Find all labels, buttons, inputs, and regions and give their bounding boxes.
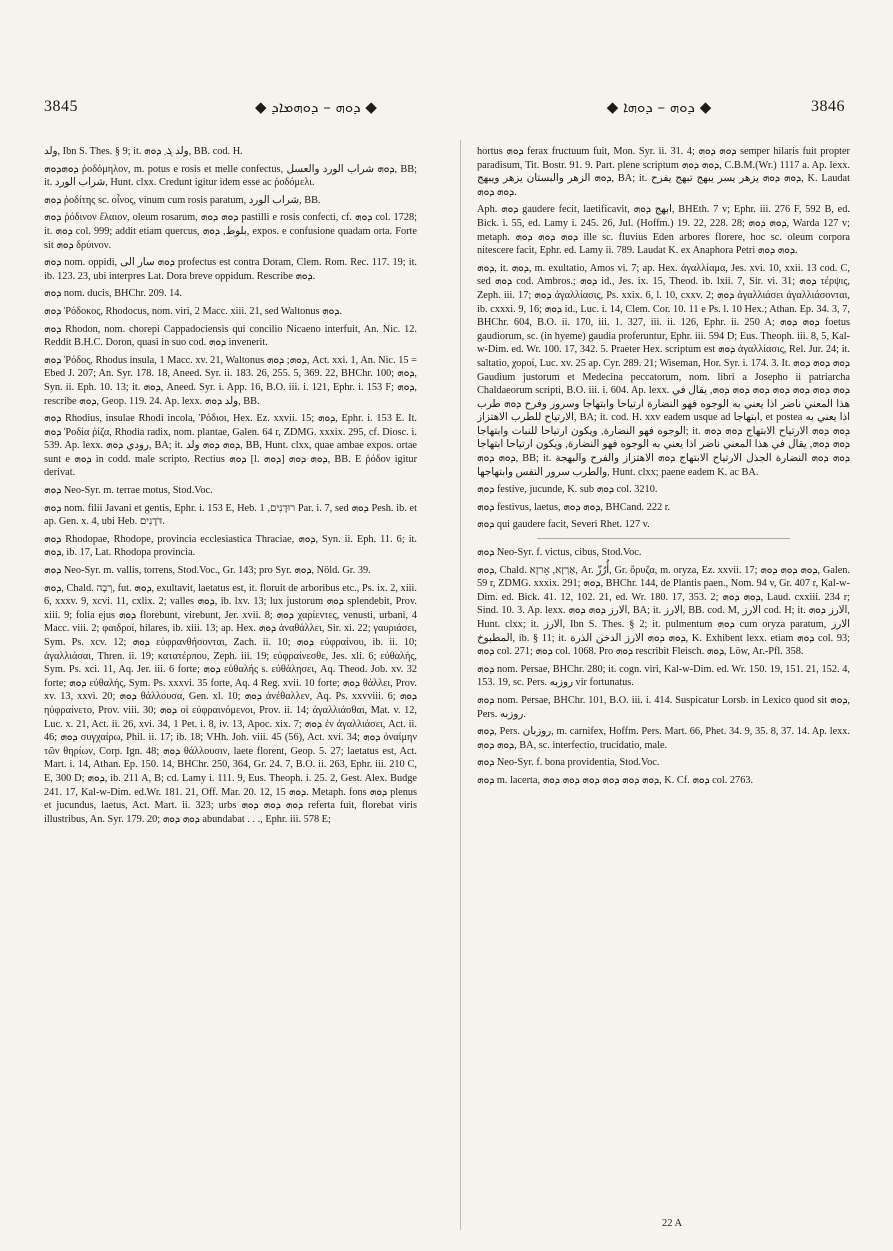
dictionary-entry: ܕܘܗ Ῥόδοκος, Rhodocus, nom. viri, 2 Macc. xiii. 21, sed Waltonus ܕܘܗ. — [44, 305, 342, 317]
dictionary-entry: ܕܘܗ, Chald. אַרְזָא, אָרזָא, Ar. أُرُزّ, Gr. ὄρυζα, m. oryza, Ez. xxvii. 17; ܕܘܗ ܕܘܗ ܕܘܗ, Galen. 59 r, ZDMG. xxxix. 291; ܕܘܗ, BHChr. 144, de Plantis paen., Nom. 94 v, Gr. 407 r, Kal-w-Dim. ed. Bick. 41. 12, 102. 21, ed. Wr. 180. 17, 353. 2; ܕܘܗ ܕܘܗ, Laud. cxxiii. 234 r; Sind. 10. 3. Ap. lexx. الارز ܕܘܗ ܕܘܗ, BA; it. الارز, BB. cod. M, الارز cod. H; it. الارز ܕܘܗ, Hunt. clxx; it. الارز, Ibn S. Thes. § 2; it. pulmentum ܕܘܗ cum oryza paratum, الارز المطبوخ, ib. § 11; it. ܕܘܗ ܕܘܗ الارز الدخن الذرة, K. Exhibent lexx. etiam ܕܘܗ col. 93; ܕܘܗ col. 271; ܕܘܗ col. 1068. Pro ܕܘܗ rescribit Fleisch. ܕܘܗ, Löw, Ar.-Pfl. 358. — [477, 564, 850, 658]
dictionary-entry: ܕܘܗ qui gaudere facit, Severi Rhet. 127 v. — [477, 519, 650, 531]
dictionary-entry: ܕܘܗ Ῥόδος, Rhodus insula, 1 Macc. xv. 21, Waltonus ܕܘܗ; ܕܘܗ, Act. xxi. 1, An. Nic. 15 = Ebed J. 207; An. Syr. 178. 18, Aneed. Syr. ii. 183. 26, 255. 5, 369. 22, BHChr. 100; ܕܘܗ, Syn. ii. Eph. 10. 13; it. ܕܘܗ, Aneed. Syr. i. App. 16, B.O. iii. i. 121, Ephr. i. 153 F; ܕܘܗ, rescribe ܕܘܗ, Geop. 119. 24. Ap. lexx. ولد ܕܘܗ, BB. — [44, 354, 417, 407]
dictionary-entry: ܕܘܗ Neo-Syr. f. victus, cibus, Stod.Voc. — [477, 547, 642, 559]
signature-mark: 22 A — [662, 1218, 683, 1229]
dictionary-entry: ܕܘܗ, Pers. روزبان, m. carnifex, Hoffm. Pers. Mart. 66, Phet. 34. 9, 35. 8, 37. 14. Ap. lexx. ܕܘܗ ܕܘܗ, BA, sc. interfectio, trucidatio, male. — [477, 726, 850, 751]
dictionary-entry: Aph. ܕܘܗ gaudere fecit, laetificavit, ابهج ܕܘܗ, BHEth. 7 v; Ephr. iii. 276 F, 592 B, ed. Bick. i. 55, ed. Lamy i. 245. 26, Jul. (Hoffm.) 19. 22, 228. 28; ܕܘܗ ܕܘܗ, Warda 127 v; metaph. ܕܘܗ ܕܘܗ ܕܘܗ ille sc. fluvius Eden arbores florere, hoc sc. oleum corpora nitescere facit, Ephr. ed. Lamy ii. 789. Laudat K. ex Anaphora Petri ܕܘܗ ܕܘܗ. — [477, 204, 850, 257]
dictionary-entry: ܕܘܗ Rhodius, insulae Rhodi incola, Ῥόδιοι, Hex. Ez. xxvii. 15; ܕܘܗ, Ephr. i. 153 E. It. ܕܘܗ Ῥοδία ῥίζα, Rhodia radix, nom. plantae, Galen. 64 r, ZDMG. xxxix. 295, cf. Diosc. i. 539. Ap. lexx. رودي ܕܘܗ, BA; it. ܕܘܗ ܕܘܗ ولد, BB, Hunt. clxx, quae ambae expos. ortae sunt e ܕܘܗ in codd. male scripto. Rectius ܕܘܗ [l. ܕܘܗ] ܕܘܗ ܕܘܗ, BB. E ῥόδον igitur derivat. — [44, 413, 417, 479]
dictionary-entry: ܕܘܗ Neo-Syr. m. terrae motus, Stod.Voc. — [44, 485, 213, 497]
left-column — [44, 145, 417, 1220]
dictionary-entry: ܕܘܗ Rhodon, nom. chorepi Cappadociensis qui concilio Nicaeno interfuit, An. Nic. 12. Reddit B.H.C. Doron, quasi in suo cod. ܕܘܗ invenerit. — [44, 323, 417, 349]
dictionary-entry: ولد, Ibn S. Thes. § 9; it. ولد ܓ܂ ܕܘܗ, BB. cod. H. — [44, 146, 243, 157]
right-running-head: ◆ ܕܘܗ – ܕܘܗܐ ◆ — [606, 98, 712, 116]
dictionary-entry: ܕܘܗ, it. ܕܘܗ, m. exultatio, Amos vi. 7; ap. Hex. ἀγαλλίαμα, Jes. xvi. 10, xxii. 13 cod. C, sed ܕܘܗ cod. Ambros.; ܕܘܗ id., Jes. ix. 15, Theod. ib. lxii. 7, Sir. vi. 31; ܕܘܗ τέρψις, Zeph. iii. 17; ܕܘܗ ἀγαλλίασις, Ps. xxix. 6, l. 10, cxxv. 2; ܕܘܗ ἀγαλλιάσει ἀγαλλιάσονται, ib. cxxxi. 9, 16; ܕܘܗ id., Luc. i. 14, Clem. Cor. 10. 11 e Ps. l. 10 Hex.; Athan. Ep. 34. 3, 7, BHChr. 604, B.O. ii. 170, iii. 1. 327, iii. ii. 126, Ephr. ii. 250 A; ܕܘܗ ܕܘܗ foetus gaudiorum, sc. (in hyeme) gaudia proferuntur, Ephr. iii. 594 D; Eus. Theoph. iii. 8, 5, Kal-w-Dim. ed. Wr. 100. 17, 342. 5. Praeter Hex. scriptum est ܕܘܗ ἀγαλλίασις, Rel. Jur. 24; it. saltatio, χοροί, Luc. xv. 25 ap. Cyr. 289. 21; Wiseman, Hor. Syr. i. 174. 3. It. ܕܘܗ ܕܘܗ ܕܘܗ Gaudium justorum et Medecina peccatorum, nom. libri a Josepho ii patriarcha Chaldaeorum scripti, B.O. iii. i. 604. Ap. lexx. ܕܘܗ ܕܘܗ ܕܘܗ ܕܘܗ ܕܘܗ ܕܘܗ ܕܘܗ, يقال في هذا المعني ناضر اذا يعني به الوجوه فهو النضارة ارتياحا وابتهاجا وسرور وفرح ܕܘܗ طرب الارتياح للطرب الاهتزاز, BA; it. cod. H. xxv eadem usque ad ابتهاجا, et postea اذا يعني به الوجوه فهو النضارة, ويكون ارتياحا للنبات وابتهاجا; it. ܕܘܗ ܕܘܗ الارتياح الابتهاج ܕܘܗ ܕܘܗ ܕܘܗ ܕܘܗ, يقال في هذا المعني ناضر اذا يعني به الوجوه فهو النضارة, ويكون ارتياحا ابتهاجا ܕܘܗ ܕܘܗ, BB; it. ܕܘܗ ܕܘܗ النضارة الجذل الارتياح الابتهاج ܕܘܗ الاهتزاز والفرح والبهجة والطرب سرور النفس وابتهاجها, Hunt. clxx; paene eadem K. ac BA. — [477, 262, 850, 478]
left-page-number: 3845 — [44, 98, 78, 115]
dictionary-entry: ܕܘܗ Rhodopae, Rhodope, provincia ecclesiastica Thraciae, ܕܘܗ, Syn. ii. Eph. 11. 6; it. ܕܘܗ, ib. 17, Lat. Rhodopa provincia. — [44, 533, 417, 559]
dictionary-entry: hortus ܕܘܗ ferax fructuum fuit, Mon. Syr. ii. 31. 4; ܕܘܗ ܕܘܗ semper hilaris fuit propter paradisum, Tit. Bostr. 91. 9. Part. plene scriptum ܕܘܗ ܕܘܗ, C.B.M.(Wr.) 1117 a. Ap. lexx. ܕܘܗ الزهر والبستان يزهر ويبهج, BA; it. ܕܘܗ ܕܘܗ يزهر يسر يبهج تبهج يفرح, K. Laudat ܕܘܗ ܕܘܗ. — [477, 146, 850, 198]
dictionary-entry: ܕܘܗ nom. oppidi, ܕܘܗ سار الى profectus est contra Doram, Clem. Rom. Rec. 117. 19; it. ib. 123. 23, ubi interpres Lat. Dora breve oppidum. Rescribe ܕܘܗ. — [44, 257, 417, 282]
dictionary-entry: ܕܘܗ m. lacerta, ܕܘܗ ܕܘܗ ܕܘܗ ܕܘܗ ܕܘܗ ܕܘܗ, K. Cf. ܕܘܗ col. 2763. — [477, 774, 754, 786]
dictionary-entry: ܕܘܗ nom. ducis, BHChr. 209. 14. — [44, 288, 182, 300]
right-page-number: 3846 — [811, 98, 845, 115]
dictionary-entry: ܕܘܗ, Chald. רְבָה, fut. ܕܘܗ, exultavit, laetatus est, it. floruit de arboribus etc., Ps. ix. 2, xiii. 6, xxxv. 9, xcvi. 11, cxlix. 2; valles ܕܘܗ, ib. lxv. 13; lux justorum ܕܘܗ splendebit, Prov. xiii. 9; folia ejus ܕܘܗ florebunt, virebunt, Jer. xvii. 8; ܕܘܗ χαρίεντες, venusti, urbani, 4 Macc. viii. 2; φαιδροί, hilares, ib. xiii. 13; ap. Hex. ܕܘܗ ἀναθάλλει, Sir. xi. 22; γαυριάσει, Sym. Ps. xcv. 12; ܕܘܗ εὐφρανθήσονται, Zach. ii. 10; ܕܘܗ εὐφραίνου, ib. ii. 10; ἀγαλλιάσαι, Thren. ii. 19; κατατέρπου, Zeph. iii. 19; εὐφραίνεσθε, Jes. xli. 6; εὐθαλής, Sym. Ps. xci. 11, Aq. Jer. iii. 6 forte; ܕܘܗ εὐθαλής s. εὐθάλησει, Aq. Theod. Job. xv. 32 forte; ܕܘܗ εὐθαλής, Sym. Ps. xxxvi. 35 forte, Aq. 4 Reg. xvii. 10 forte; ܕܘܗ θάλλει, Prov. xv. 13, xxvi. 20; ܕܘܗ θάλλουσα, Gen. xl. 10; ܕܘܗ ἀνέθαλλεν, Aq. Ps. xxvviii. 6; ܕܘܗ ηὐφραίνετο, Prov. viii. 30; ܕܘܗ οἱ εὐφραινόμενοι, Prov. ii. 14; ἀγαλλιάσθαι, Mat. v. 12, Luc. x. 21, Act. ii. 26, xvi. 34, 1 Pet. i. 8, iv. 13, Apoc. xix. 7; ܕܘܗ ἐν ἀγαλλιάσει, Act. ii. 46; ܕܘܗ συγχαίρω, Phil. ii. 17; ib. 18; VHh. Joh. viii. 45 (56), Act. xvi. 34; ܕܘܗ ὀναίμην τῶν θηρίων, Corp. Ign. 48; ܕܘܗ θάλλουσιν, laete florent, Geop. 5. 27; laetatus est, Act. Mart. i. 14, Athan. Ep. 150. 14, BHChr. 250, 364, Gr. 24. 7, B.O. ii. 263, Ephr. iii. 210 C, E, 300 D; ܕܘܗ, ib. 211 A, B; cd. Lamy i. 111. 9, Eus. Theoph. i. 25. 2, Gest. Alex. Budge 241. 17, Kal-w-Dim. ed.Wr. 181. 21, Off. Mar. 20. 12, ܕܘܗ 15. Metaph. fons ܕܘܗ plenus et jucundus, laetus, Act. Mart. ii. 323; urbs ܕܘܗ ܕܘܗ ܕܘܗ referta fuit, florebat viris illustribus, An. Syr. 179. 20; ܕܘܗ ܕܘܗ abundabat . . ., Ephr. iii. 578 E; — [44, 582, 417, 825]
dictionary-entry: ܕܘܗ Neo-Syr. f. bona providentia, Stod.Voc. — [477, 757, 660, 769]
dictionary-entry: ܕܘܗ nom. filii Javani et gentis, Ephr. i. 153 E, Heb. רוּדָנִים, 1 Par. i. 7, sed ܕܘܗ Pesh. ib. et ap. Gen. x. 4, ubi Heb. דֹּדָנִים. — [44, 502, 417, 528]
page-header — [44, 98, 845, 122]
column-divider — [460, 140, 461, 1230]
entry-separator-rule — [537, 538, 790, 539]
right-column — [477, 145, 850, 1220]
dictionary-entry: ܕܘܗ Neo-Syr. m. vallis, torrens, Stod.Voc., Gr. 143; pro Syr. ܕܘܗ, Nöld. Gr. 39. — [44, 565, 371, 577]
dictionary-entry: ܕܘܗܕܘܗ ῥοδόμηλον, m. potus e rosis et melle confectus, ܕܘܗ شراب الورد والعسل, BB; it. شراب الورد, Hunt. clxx. Credunt igitur idem esse ac ῥοδόμελι. — [44, 163, 417, 189]
dictionary-entry: ܕܘܗ ῥόδινον ἔλαιον, oleum rosarum, ܕܘܗ ܕܘܗ pastilli e rosis confecti, cf. ܕܘܗ col. 1728; it. ܕܘܗ col. 999; addit etiam quercus, بلوط, ܕܘܗ, expos. e confusione quadam orta. Forte sit ܕܘܗ δρύινον. — [44, 212, 417, 251]
dictionary-entry: ܕܘܗ nom. Persae, BHChr. 101, B.O. iii. i. 414. Suspicatur Lorsb. in Lexico quod sit ܕܘܗ, Pers. روزبه. — [477, 694, 850, 720]
dictionary-entry: ܕܘܗ nom. Persae, BHChr. 280; it. cogn. viri, Kal-w-Dim. ed. Wr. 150. 19, 151. 21, 152. 4, 153. 19, sc. Pers. روزبه vir fortunatus. — [477, 663, 850, 689]
dictionary-entry: ܕܘܗ festivus, laetus, ܕܘܗ ܕܘܗ, BHCand. 222 r. — [477, 501, 671, 513]
dictionary-entry: ܕܘܗ festive, jucunde, K. sub ܕܘܗ col. 3210. — [477, 484, 658, 496]
dictionary-entry: ܕܘܗ ῥοδίτης sc. οἶνος, vinum cum rosis paratum, شراب الورد, BB. — [44, 194, 321, 206]
left-running-head: ◆ ܕܘܗ – ܕܘܗܡܐܕ ◆ — [255, 98, 377, 116]
